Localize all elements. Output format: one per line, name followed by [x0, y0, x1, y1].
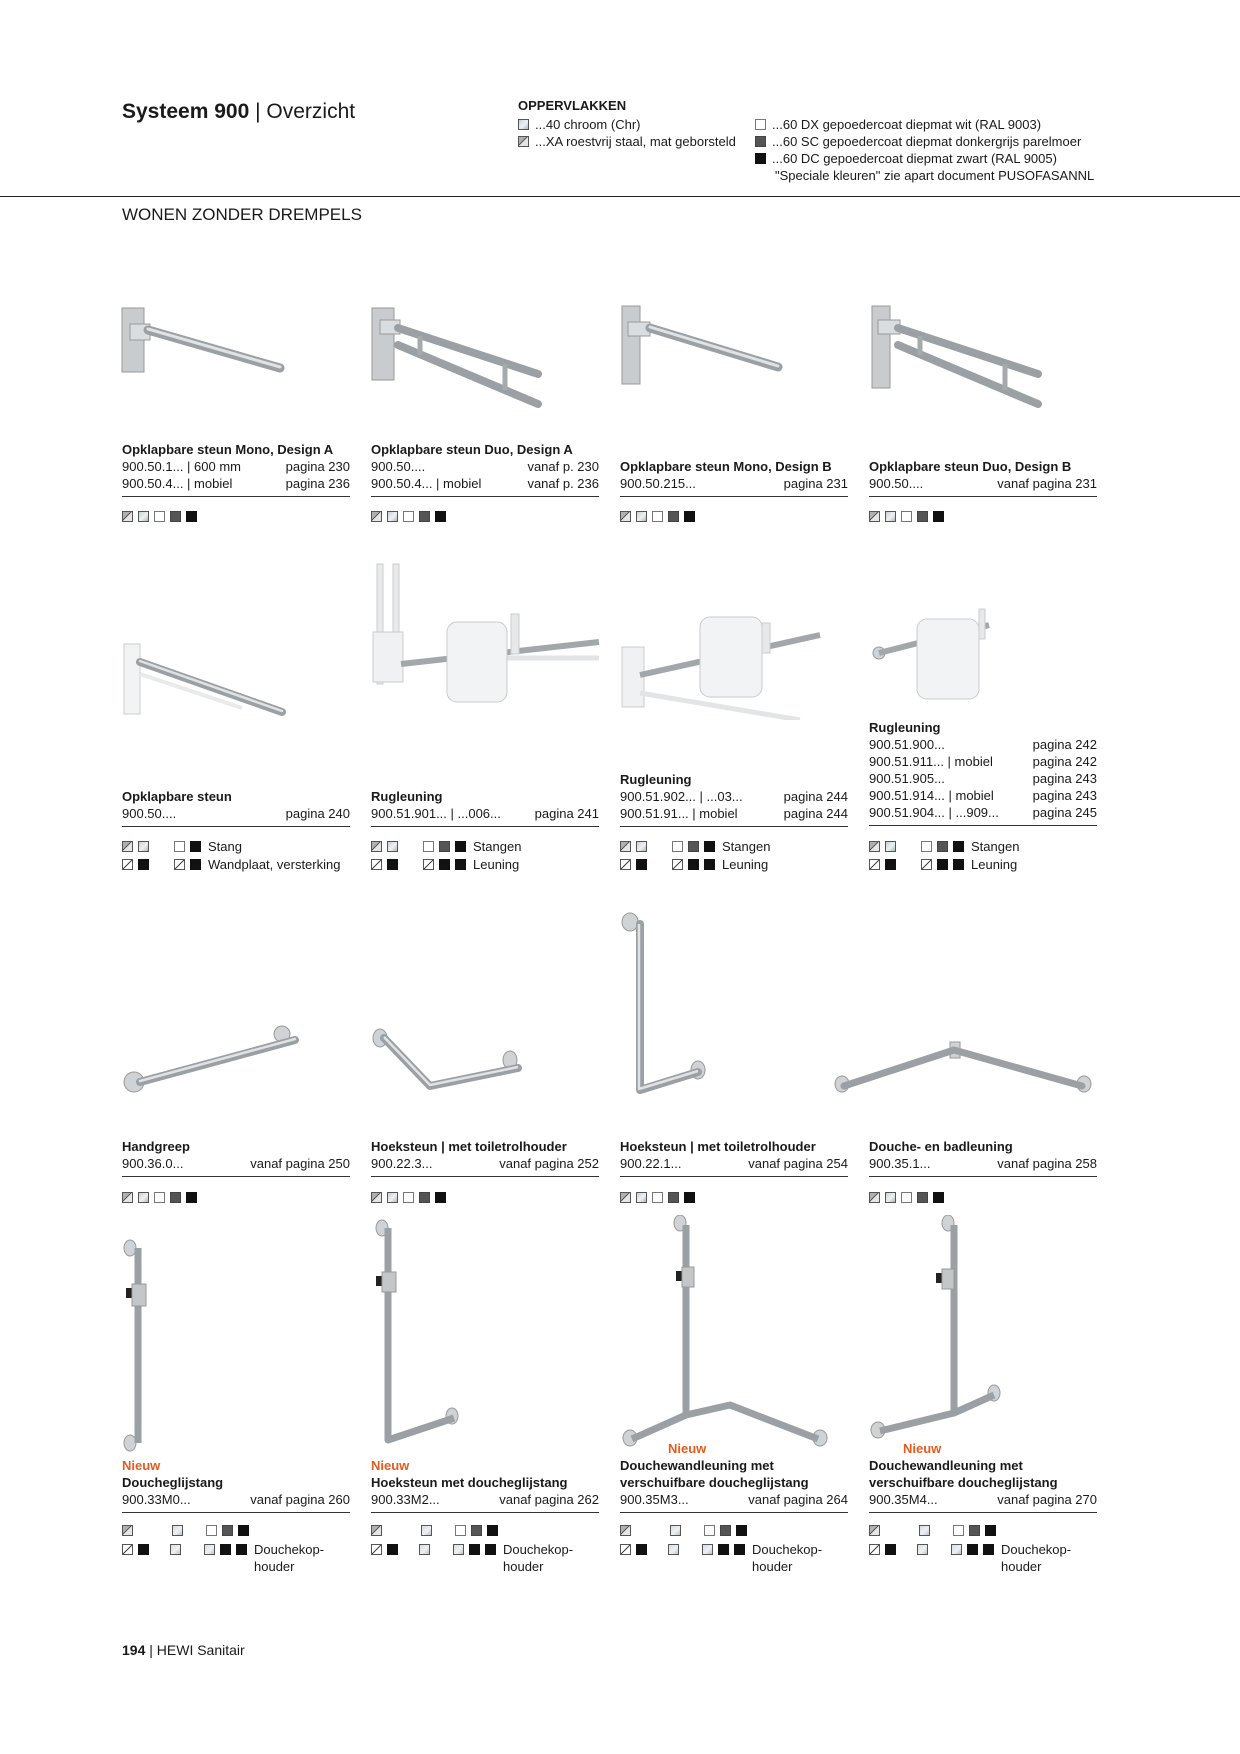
swatch-label: houder	[1001, 1559, 1042, 1574]
product-card	[371, 1138, 599, 1177]
finish-swatch-icon	[403, 1192, 414, 1203]
finish-swatch-icon	[620, 1525, 631, 1536]
product-line: 900.33M2... vanaf pagina 262	[371, 1492, 599, 1507]
swatch-row: Douchekop-	[371, 1541, 573, 1558]
folding-support-image	[122, 640, 292, 720]
finish-swatch-icon	[190, 841, 201, 852]
finish-swatch-icon	[652, 1192, 663, 1203]
card-divider	[869, 1512, 1097, 1513]
brand-name: HEWI Sanitair	[156, 1642, 245, 1658]
legend-item: ...60 SC gepoedercoat diepmat donkergrijs parelmoer	[755, 133, 1094, 150]
finish-swatch-icon	[885, 859, 896, 870]
product-line: 900.51.904... | ...909... pagina 245	[869, 805, 1097, 820]
finish-swatch-icon	[933, 1192, 944, 1203]
product-card	[869, 458, 1097, 497]
card-divider	[371, 496, 599, 497]
finish-swatch-icon	[953, 841, 964, 852]
product-card	[371, 1457, 599, 1513]
finish-swatch-icon	[236, 1544, 247, 1555]
product-name: Opklapbare steun	[122, 789, 232, 804]
product-card	[371, 441, 599, 497]
product-line: 900.51.914... | mobiel pagina 243	[869, 788, 1097, 803]
finish-swatch-icon	[439, 841, 450, 852]
finish-swatch-icon	[455, 859, 466, 870]
black-swatch-icon	[755, 153, 766, 164]
finish-swatch-icon	[702, 1544, 713, 1555]
shower-bath-rail-image	[832, 1040, 1097, 1100]
finish-swatch-icon	[186, 1192, 197, 1203]
finish-swatch-icon	[736, 1525, 747, 1536]
finish-swatch-icon	[170, 1192, 181, 1203]
white-swatch-icon	[755, 119, 766, 130]
product-name: Rugleuning	[869, 720, 941, 735]
finish-swatch-icon	[485, 1544, 496, 1555]
finish-swatch-icon	[933, 511, 944, 522]
finish-swatch-icon	[371, 841, 382, 852]
duo-design-a-image	[370, 300, 550, 415]
swatch-row	[122, 508, 202, 525]
product-line: 900.50.4... | mobiel pagina 236	[122, 476, 350, 491]
product-line: 900.50.4... | mobiel vanaf p. 236	[371, 476, 599, 491]
finish-swatch-icon	[704, 1525, 715, 1536]
page-title	[122, 100, 355, 124]
product-name: Opklapbare steun Duo, Design B	[869, 459, 1072, 474]
card-divider	[620, 1176, 848, 1177]
corner-shower-rail-image	[368, 1218, 468, 1450]
swatch-row	[371, 508, 451, 525]
title-sep: |	[255, 100, 261, 123]
finish-swatch-icon	[953, 1525, 964, 1536]
product-card	[620, 1138, 848, 1177]
finish-swatch-icon	[455, 1525, 466, 1536]
swatch-row: Stangen	[371, 838, 521, 855]
product-card	[122, 788, 350, 827]
swatch-row: Leuning	[371, 856, 519, 873]
finish-swatch-icon	[636, 859, 647, 870]
swatch-row: Stangen	[620, 838, 770, 855]
finish-swatch-icon	[122, 1525, 133, 1536]
finish-swatch-icon	[174, 841, 185, 852]
finish-swatch-icon	[371, 1525, 382, 1536]
finish-swatch-icon	[371, 859, 382, 870]
swatch-row: Douchekop-	[869, 1541, 1071, 1558]
legend-item: ...60 DC gepoedercoat diepmat zwart (RAL 9005)	[755, 150, 1094, 167]
legend-left	[518, 116, 736, 150]
finish-swatch-icon	[387, 841, 398, 852]
finish-swatch-icon	[921, 841, 932, 852]
swatch-row: Douchekop-	[122, 1541, 324, 1558]
new-badge: Nieuw	[903, 1441, 942, 1456]
finish-swatch-icon	[885, 511, 896, 522]
finish-swatch-icon	[919, 1525, 930, 1536]
finish-swatch-icon	[138, 1544, 149, 1555]
finish-swatch-icon	[704, 859, 715, 870]
finish-swatch-icon	[620, 1192, 631, 1203]
finish-swatch-icon	[238, 1525, 249, 1536]
card-divider	[371, 826, 599, 827]
product-line: 900.22.1... vanaf pagina 254	[620, 1156, 848, 1171]
product-card	[620, 771, 848, 827]
new-badge: Nieuw	[371, 1458, 410, 1473]
product-line: 900.22.3... vanaf pagina 252	[371, 1156, 599, 1171]
corner-bar-image-2	[618, 910, 708, 1100]
swatch-row	[869, 508, 949, 525]
finish-swatch-icon	[985, 1525, 996, 1536]
finish-swatch-icon	[387, 511, 398, 522]
finish-swatch-icon	[455, 841, 466, 852]
product-line: 900.35M3... vanaf pagina 264	[620, 1492, 848, 1507]
finish-swatch-icon	[170, 1544, 181, 1555]
product-card	[371, 788, 599, 827]
card-divider	[869, 496, 1097, 497]
finish-swatch-icon	[453, 1544, 464, 1555]
title-rest: Overzicht	[266, 100, 356, 123]
duo-design-b-image	[870, 300, 1050, 415]
finish-swatch-icon	[636, 841, 647, 852]
finish-swatch-icon	[937, 841, 948, 852]
swatch-row	[869, 1522, 1001, 1539]
product-line: 900.35M4... vanaf pagina 270	[869, 1492, 1097, 1507]
grab-bar-image	[120, 1020, 310, 1100]
card-divider	[122, 1176, 350, 1177]
finish-swatch-icon	[917, 1192, 928, 1203]
product-line: 900.51.900... pagina 242	[869, 737, 1097, 752]
finish-swatch-icon	[636, 1192, 647, 1203]
product-name: Douchеglijstang	[122, 1475, 224, 1490]
product-name-line2: verschuifbare doucheglijstang	[620, 1475, 809, 1490]
product-line: 900.51.91... | mobiel pagina 244	[620, 806, 848, 821]
swatch-label: houder	[752, 1559, 793, 1574]
product-card	[869, 1440, 1097, 1513]
swatch-row: Stangen	[869, 838, 1019, 855]
grey-swatch-icon	[755, 136, 766, 147]
finish-swatch-icon	[869, 1544, 880, 1555]
product-name: Handgreep	[122, 1139, 190, 1154]
swatch-row	[122, 1522, 254, 1539]
finish-swatch-icon	[672, 859, 683, 870]
finish-swatch-icon	[917, 511, 928, 522]
product-card	[620, 458, 848, 497]
product-line: 900.33M0... vanaf pagina 260	[122, 1492, 350, 1507]
product-card	[869, 719, 1097, 826]
swatch-row: Leuning	[869, 856, 1017, 873]
swatch-row: Wandplaat, versterking	[122, 856, 340, 873]
finish-swatch-icon	[190, 859, 201, 870]
product-name: Hoeksteun met doucheglijstang	[371, 1475, 568, 1490]
swatch-row: Douchekop-	[620, 1541, 822, 1558]
finish-swatch-icon	[222, 1525, 233, 1536]
finish-swatch-icon	[122, 1192, 133, 1203]
finish-swatch-icon	[885, 1192, 896, 1203]
page-footer: 194 | HEWI Sanitair	[122, 1642, 245, 1658]
new-badge: Nieuw	[122, 1458, 161, 1473]
finish-swatch-icon	[704, 841, 715, 852]
finish-swatch-icon	[419, 1544, 430, 1555]
product-name: Rugleuning	[620, 772, 692, 787]
finish-swatch-icon	[172, 1525, 183, 1536]
product-card	[620, 1440, 848, 1513]
finish-swatch-icon	[138, 511, 149, 522]
backrest-image-2	[620, 605, 848, 720]
card-divider	[122, 496, 350, 497]
backrest-image-3	[869, 605, 999, 710]
finish-swatch-icon	[734, 1544, 745, 1555]
card-divider	[620, 496, 848, 497]
finish-swatch-icon	[138, 859, 149, 870]
finish-swatch-icon	[869, 859, 880, 870]
legend-title: OPPERVLAKKEN	[518, 98, 627, 113]
product-line: 900.50.... vanaf pagina 231	[869, 476, 1097, 491]
swatch-row	[122, 1189, 202, 1206]
finish-swatch-icon	[469, 1544, 480, 1555]
finish-swatch-icon	[869, 1525, 880, 1536]
shower-rail-image	[118, 1238, 158, 1453]
product-line: 900.51.905... pagina 243	[869, 771, 1097, 786]
finish-swatch-icon	[487, 1525, 498, 1536]
finish-swatch-icon	[138, 841, 149, 852]
swatch-row: Leuning	[620, 856, 768, 873]
card-divider	[371, 1512, 599, 1513]
finish-swatch-icon	[668, 1544, 679, 1555]
finish-swatch-icon	[204, 1544, 215, 1555]
card-divider	[122, 1512, 350, 1513]
product-line: 900.35.1... vanaf pagina 258	[869, 1156, 1097, 1171]
title-bold: Systeem 900	[122, 100, 250, 123]
finish-swatch-icon	[122, 1544, 133, 1555]
new-badge: Nieuw	[668, 1441, 707, 1456]
finish-swatch-icon	[921, 859, 932, 870]
finish-swatch-icon	[435, 511, 446, 522]
product-name-line2: verschuifbare doucheglijstang	[869, 1475, 1058, 1490]
finish-swatch-icon	[901, 511, 912, 522]
finish-swatch-icon	[668, 1192, 679, 1203]
finish-swatch-icon	[439, 859, 450, 870]
card-divider	[869, 825, 1097, 826]
section-title: WONEN ZONDER DREMPELS	[122, 205, 362, 224]
finish-swatch-icon	[419, 1192, 430, 1203]
product-name: Opklapbare steun Duo, Design A	[371, 442, 573, 457]
finish-swatch-icon	[435, 1192, 446, 1203]
finish-swatch-icon	[684, 511, 695, 522]
finish-swatch-icon	[620, 1544, 631, 1555]
legend-right	[755, 116, 1094, 184]
finish-swatch-icon	[423, 859, 434, 870]
chrome-swatch-icon	[518, 119, 529, 130]
product-line: 900.51.901... | ...006... pagina 241	[371, 806, 599, 821]
finish-swatch-icon	[969, 1525, 980, 1536]
finish-swatch-icon	[371, 511, 382, 522]
swatch-row	[869, 1189, 949, 1206]
finish-swatch-icon	[206, 1525, 217, 1536]
swatch-row	[620, 1522, 752, 1539]
finish-swatch-icon	[953, 859, 964, 870]
swatch-row	[620, 1189, 700, 1206]
legend-item: ...60 DX gepoedercoat diepmat wit (RAL 9003)	[755, 116, 1094, 133]
finish-swatch-icon	[138, 1192, 149, 1203]
finish-swatch-icon	[471, 1525, 482, 1536]
finish-swatch-icon	[688, 859, 699, 870]
finish-swatch-icon	[636, 1544, 647, 1555]
finish-swatch-icon	[423, 841, 434, 852]
finish-swatch-icon	[636, 511, 647, 522]
finish-swatch-icon	[688, 841, 699, 852]
finish-swatch-icon	[951, 1544, 962, 1555]
product-name: Opklapbare steun Mono, Design A	[122, 442, 334, 457]
finish-swatch-icon	[684, 1192, 695, 1203]
finish-swatch-icon	[720, 1525, 731, 1536]
finish-swatch-icon	[220, 1544, 231, 1555]
finish-swatch-icon	[170, 511, 181, 522]
product-card	[122, 1138, 350, 1177]
finish-swatch-icon	[901, 1192, 912, 1203]
product-line: 900.51.911... | mobiel pagina 242	[869, 754, 1097, 769]
finish-swatch-icon	[718, 1544, 729, 1555]
product-name: Hoeksteun | met toiletrolhouder	[371, 1139, 567, 1154]
corner-bar-image-1	[370, 1020, 530, 1100]
finish-swatch-icon	[983, 1544, 994, 1555]
finish-swatch-icon	[670, 1525, 681, 1536]
backrest-image-1	[371, 562, 599, 712]
header-divider	[0, 196, 1240, 197]
product-line: 900.50.1... | 600 mm pagina 230	[122, 459, 350, 474]
swatch-row	[371, 1189, 451, 1206]
legend-item: ...40 chroom (Chr)	[518, 116, 736, 133]
finish-swatch-icon	[387, 859, 398, 870]
legend-item: ...XA roestvrij staal, mat geborsteld	[518, 133, 736, 150]
finish-swatch-icon	[371, 1544, 382, 1555]
finish-swatch-icon	[387, 1544, 398, 1555]
mono-design-a-image	[120, 300, 290, 390]
product-line: 900.50.215... pagina 231	[620, 476, 848, 491]
card-divider	[620, 1512, 848, 1513]
product-line: 900.50.... pagina 240	[122, 806, 350, 821]
finish-swatch-icon	[419, 511, 430, 522]
finish-swatch-icon	[122, 859, 133, 870]
product-name: Douche- en badleuning	[869, 1139, 1013, 1154]
finish-swatch-icon	[668, 511, 679, 522]
finish-swatch-icon	[174, 859, 185, 870]
product-card	[122, 1457, 350, 1513]
page-number: 194	[122, 1642, 146, 1658]
legend-item: "Speciale kleuren" zie apart document PUSOFASANNL	[775, 168, 1095, 183]
finish-swatch-icon	[403, 511, 414, 522]
finish-swatch-icon	[122, 511, 133, 522]
card-divider	[620, 826, 848, 827]
product-name: Rugleuning	[371, 789, 443, 804]
finish-swatch-icon	[154, 511, 165, 522]
finish-swatch-icon	[967, 1544, 978, 1555]
finish-swatch-icon	[186, 511, 197, 522]
swatch-label: houder	[503, 1559, 544, 1574]
shower-wall-rail-image-1	[620, 1215, 830, 1450]
finish-swatch-icon	[620, 841, 631, 852]
finish-swatch-icon	[620, 859, 631, 870]
product-card	[122, 441, 350, 497]
finish-swatch-icon	[652, 511, 663, 522]
product-line: 900.36.0... vanaf pagina 250	[122, 1156, 350, 1171]
swatch-row	[371, 1522, 503, 1539]
product-name: Douchewandleuning met	[869, 1458, 1023, 1473]
finish-swatch-icon	[620, 511, 631, 522]
mono-design-b-image	[620, 300, 790, 390]
swatch-label: houder	[254, 1559, 295, 1574]
product-card	[869, 1138, 1097, 1177]
finish-swatch-icon	[869, 841, 880, 852]
card-divider	[869, 1176, 1097, 1177]
steel-swatch-icon	[518, 136, 529, 147]
finish-swatch-icon	[885, 841, 896, 852]
finish-swatch-icon	[917, 1544, 928, 1555]
finish-swatch-icon	[937, 859, 948, 870]
swatch-row: Stang	[122, 838, 242, 855]
finish-swatch-icon	[387, 1192, 398, 1203]
product-name: Douchewandleuning met	[620, 1458, 774, 1473]
swatch-row	[620, 508, 700, 525]
finish-swatch-icon	[122, 841, 133, 852]
finish-swatch-icon	[154, 1192, 165, 1203]
product-line: 900.50.... vanaf p. 230	[371, 459, 599, 474]
card-divider	[371, 1176, 599, 1177]
finish-swatch-icon	[869, 1192, 880, 1203]
product-name: Hoeksteun | met toiletrolhouder	[620, 1139, 816, 1154]
product-name: Opklapbare steun Mono, Design B	[620, 459, 832, 474]
card-divider	[122, 826, 350, 827]
finish-swatch-icon	[371, 1192, 382, 1203]
finish-swatch-icon	[885, 1544, 896, 1555]
finish-swatch-icon	[672, 841, 683, 852]
finish-swatch-icon	[421, 1525, 432, 1536]
shower-wall-rail-image-2	[868, 1215, 1058, 1440]
finish-swatch-icon	[869, 511, 880, 522]
product-line: 900.51.902... | ...03... pagina 244	[620, 789, 848, 804]
